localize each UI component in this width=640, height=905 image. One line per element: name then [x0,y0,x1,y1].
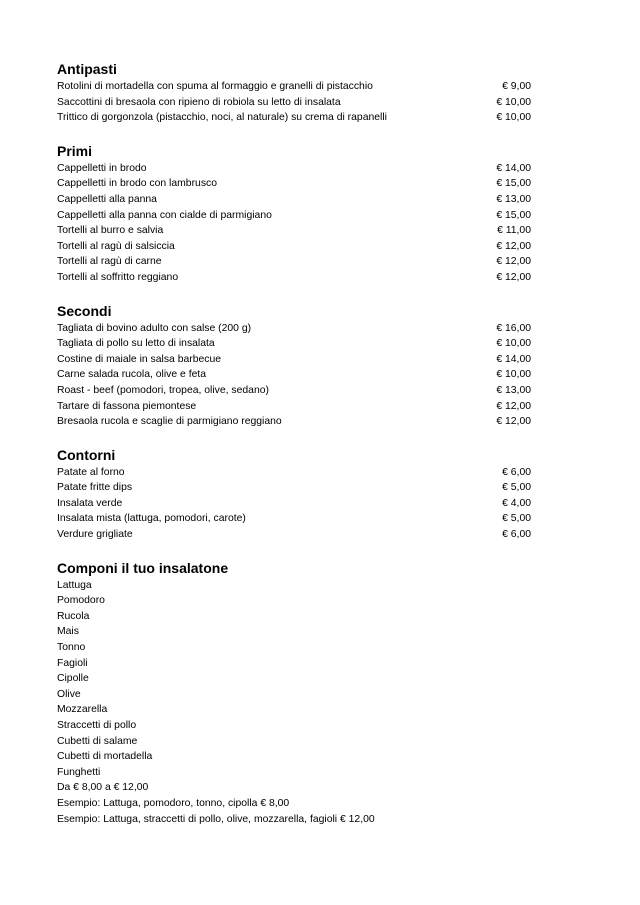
menu-item-name: Carne salada rucola, olive e feta [57,369,207,381]
menu-item [57,161,531,177]
menu-item [57,414,531,430]
menu-item [57,367,531,383]
menu-item-name: Saccottini di bresaola con ripieno di robiola su letto di insalata [57,96,341,108]
menu-item [57,270,531,286]
menu-item-name: Tortelli al soffritto reggiano [57,271,179,283]
menu-item [57,110,531,126]
menu-item-price: € 5,00 [502,513,531,525]
menu-item-price: € 10,00 [496,112,531,124]
menu-item-name: Tortelli al ragù di salsiccia [57,240,175,252]
menu-item-price: € 14,00 [496,162,531,174]
ingredient-item: Fagioli [57,657,88,669]
menu-item-price: € 12,00 [496,271,531,283]
ingredient-item: Funghetti [57,766,101,778]
menu-item-price: € 10,00 [496,96,531,108]
section-title: Contorni [57,446,116,463]
menu-item-price: € 13,00 [496,384,531,396]
menu-item-name: Tortelli al ragù di carne [57,256,162,268]
menu-item [57,496,531,512]
menu-item-price: € 15,00 [496,178,531,190]
menu-item [57,399,531,415]
menu-item-name: Insalata verde [57,497,123,509]
menu-section-antipasti [57,60,531,142]
ingredient-item: Pomodoro [57,595,105,607]
menu-item [57,208,531,224]
ingredient-item: Lattuga [57,579,92,591]
section-title: Primi [57,142,93,159]
ingredient-item: Cubetti di mortadella [57,751,153,763]
menu-item-price: € 16,00 [496,322,531,334]
menu-item-name: Tortelli al burro e salvia [57,225,164,237]
menu-item-price: € 14,00 [496,353,531,365]
menu-item [57,254,531,270]
menu-item-name: Costine di maiale in salsa barbecue [57,353,222,365]
menu-item-price: € 15,00 [496,209,531,221]
menu-item-name: Trittico di gorgonzola (pistacchio, noci, al naturale) su crema di rapanelli [57,112,387,124]
menu-item [57,480,531,496]
menu-section-contorni [57,446,531,559]
menu-item-name: Cappelletti in brodo [57,162,147,174]
ingredient-item: Straccetti di pollo [57,720,137,731]
ingredient-item: Mozzarella [57,704,108,716]
menu-item [57,383,531,399]
menu-item-price: € 5,00 [502,482,531,494]
menu-item-name: Verdure grigliate [57,529,133,541]
menu-item-price: € 12,00 [496,400,531,412]
ingredient-item: Cubetti di salame [57,735,138,747]
menu-section-primi [57,142,531,302]
menu-item [57,192,531,208]
menu-item-price: € 10,00 [496,338,531,350]
example-list [57,796,531,827]
menu-item-price: € 9,00 [502,81,531,92]
menu-item [57,352,531,368]
ingredient-item: Cipolle [57,673,89,685]
menu-item [57,223,531,239]
example-item: Esempio: Lattuga, straccetti di pollo, olive, mozzarella, fagioli € 12,00 [57,813,375,825]
ingredient-list [57,578,531,781]
menu-item-name: Roast - beef (pomodori, tropea, olive, sedano) [57,384,269,396]
menu-item-price: € 11,00 [497,225,531,237]
menu-item [57,336,531,352]
menu-item [57,239,531,255]
menu-sections [57,60,531,559]
menu-item-name: Patate al forno [57,466,125,478]
menu-item-name: Tagliata di bovino adulto con salse (200 g) [57,322,252,334]
menu-item-price: € 12,00 [496,240,531,252]
ingredient-item: Tonno [57,642,86,654]
menu-item [57,321,531,337]
menu-item-price: € 4,00 [502,497,531,509]
ingredient-item: Mais [57,626,79,638]
section-title: Secondi [57,302,112,319]
menu-section-secondi [57,302,531,446]
menu-item-name: Bresaola rucola e scaglie di parmigiano reggiano [57,416,282,428]
menu-item-price: € 12,00 [496,416,531,428]
menu-item-price: € 6,00 [502,466,531,478]
menu-item-price: € 13,00 [496,193,531,205]
menu-item-name: Cappelletti alla panna [57,193,157,205]
price-range: Da € 8,00 a € 12,00 [57,782,149,794]
menu-item-name: Cappelletti in brodo con lambrusco [57,178,217,190]
menu-item-price: € 10,00 [496,369,531,381]
menu-item [57,79,531,95]
insalatone-section [57,559,531,828]
menu-item-price: € 12,00 [496,256,531,268]
menu-item [57,95,531,111]
menu-page [57,60,531,827]
menu-item-name: Insalata mista (lattuga, pomodori, carote) [57,513,246,525]
menu-item [57,465,531,481]
ingredient-item: Rucola [57,610,90,622]
menu-item-name: Patate fritte dips [57,482,133,494]
menu-item-name: Tagliata di pollo su letto di insalata [57,338,215,350]
section-title: Antipasti [57,61,117,77]
menu-item [57,176,531,192]
menu-item [57,527,531,543]
menu-item [57,511,531,527]
menu-item-name: Rotolini di mortadella con spuma al formaggio e granelli di pistacchio [57,81,373,92]
section-title-insalatone: Componi il tuo insalatone [57,559,229,576]
menu-item-price: € 6,00 [502,529,531,541]
menu-item-name: Cappelletti alla panna con cialde di parmigiano [57,209,272,221]
menu-item-name: Tartare di fassona piemontese [57,400,197,412]
ingredient-item: Olive [57,688,81,700]
example-item: Esempio: Lattuga, pomodoro, tonno, cipolla € 8,00 [57,797,290,809]
